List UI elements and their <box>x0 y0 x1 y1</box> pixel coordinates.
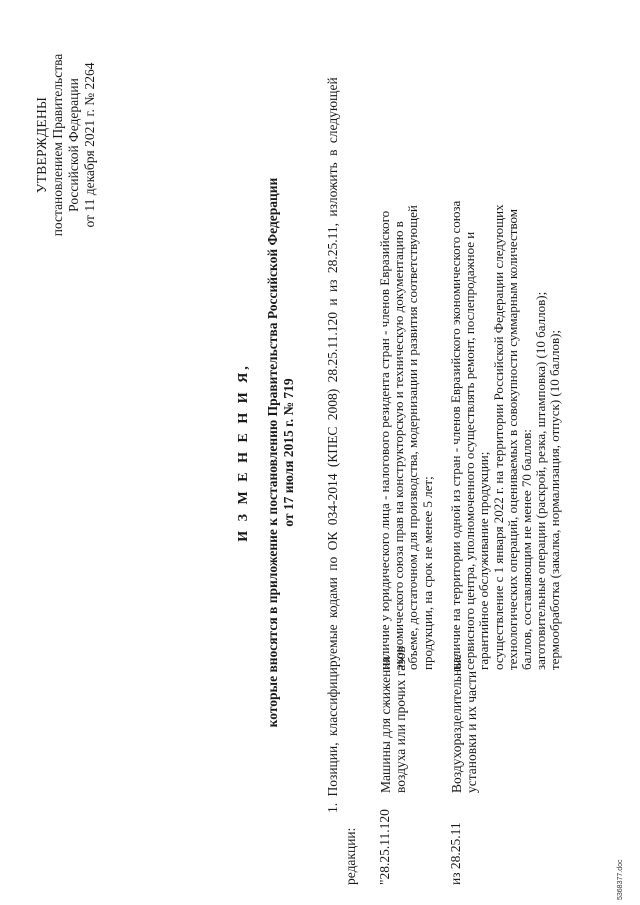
row-2-requirements <box>449 20 563 670</box>
requirement-line: наличие на территории одной из стран - членов Евразийского экономического союза <box>448 200 463 670</box>
intro-paragraph-line-2: редакции: <box>343 827 358 885</box>
approval-title: УТВЕРЖДЕНЫ <box>34 96 49 194</box>
approval-line-1: постановлением Правительства <box>50 53 65 237</box>
row-2-name-line: установки и их части <box>464 670 479 793</box>
requirement-line: заготовительные операции (раскрой, резка, штамповка) (10 баллов); <box>533 291 549 670</box>
requirement-line: баллов, составляющим не менее 70 баллов: <box>518 429 534 670</box>
requirement-line: осуществление с 1 января 2022 г. на территории Российской Федерации следующих <box>490 204 506 670</box>
document-title: И З М Е Н Е Н И Я, <box>236 363 251 542</box>
row-2-code: из 28.25.11 <box>448 822 463 885</box>
requirement-line: гарантийное обслуживание продукции; <box>476 451 492 670</box>
document-subtitle-1: которые вносятся в приложение к постановлению Правительства Российской Федерации <box>265 177 280 728</box>
requirement-line: наличие у юридического лица - налогового резидента стран - членов Евразийского <box>377 210 392 670</box>
approval-line-2: Российской Федерации <box>66 78 81 212</box>
requirement-line: экономического союза прав на конструкторскую и техническую документацию в <box>391 221 407 670</box>
row-1-name-line: Машины для сжижения <box>378 656 393 793</box>
requirement-line: объеме, достаточном для производства, модернизации и развития соответствующей <box>405 205 421 670</box>
row-1-name-line: воздуха или прочих газов <box>393 646 408 793</box>
requirement-line: продукции, на срок не менее 5 лет; <box>419 476 435 670</box>
intro-paragraph-line-1: 1. Позиции, классифицируемые кодами по ОК 034-2014 (КПЕС 2008) 28.25.11.120 и из 28.25.11, изложить в следующей <box>325 77 340 813</box>
requirement-line: термообработка (закалка, нормализация, отпуск) (10 баллов); <box>547 329 563 670</box>
document-subtitle-2: от 17 июля 2015 г. № 719 <box>281 378 296 527</box>
row-2-name <box>449 654 479 793</box>
document-file-id: 5368377.doc <box>617 859 624 900</box>
requirement-line: технологических операций, оцениваемых в совокупности суммарным количеством <box>504 209 520 670</box>
row-1-code: "28.25.11.120 <box>377 809 392 885</box>
requirement-line: сервисного центра, уполномоченного осуществлять ремонт, послепродажное и <box>462 231 478 670</box>
approval-line-3: от 11 декабря 2021 г. № 2264 <box>82 62 97 228</box>
approval-block <box>34 25 98 265</box>
row-1-requirements <box>378 20 435 670</box>
row-2-name-line: Воздухоразделительные <box>449 653 464 793</box>
